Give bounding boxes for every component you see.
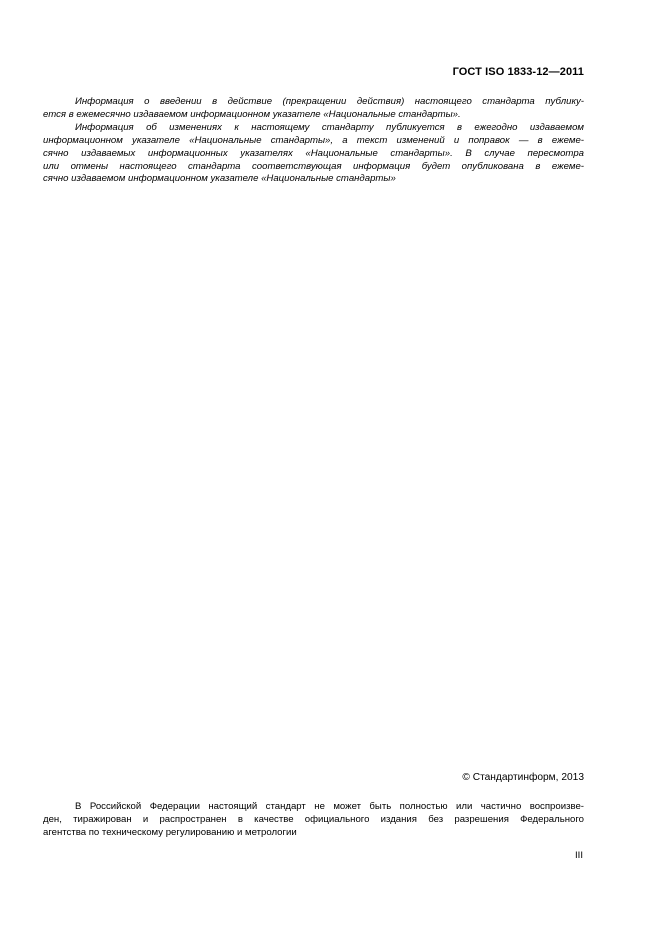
notice-line: сячно издаваемых информационных указателях «Национальные стандарты». В случае пересмотра (43, 147, 584, 159)
notice-line: Информация об изменениях к настоящему стандарту публикуется в ежегодно издаваемом (75, 121, 584, 133)
notice-line: Информация о введении в действие (прекращении действия) настоящего стандарта публику- (75, 96, 584, 107)
rights-line: ден, тиражирован и распространен в качестве официального издания без разрешения Федерального (43, 814, 584, 825)
notice-line: информационном указателе «Национальные стандарты», а текст изменений и поправок — в ежеме- (43, 134, 584, 146)
notice-line: или отмены настоящего стандарта соответствующая информация будет опубликована в ежеме- (43, 160, 584, 172)
rights-line: В Российской Федерации настоящий стандарт не может быть полностью или частично воспроизве- (75, 801, 584, 812)
rights-line: агентства по техническому регулированию и метрологии (43, 827, 297, 838)
standard-designation: ГОСТ ISO 1833-12—2011 (452, 66, 584, 78)
copyright-notice: © Стандартинформ, 2013 (462, 772, 584, 783)
publication-notice (43, 96, 584, 186)
notice-line: сячно издаваемом информационном указателе «Национальные стандарты» (43, 173, 396, 185)
notice-line: ется в ежемесячно издаваемом информационном указателе «Национальные стандарты». (43, 108, 461, 120)
page-number: III (575, 850, 583, 861)
reproduction-rights (43, 800, 584, 839)
